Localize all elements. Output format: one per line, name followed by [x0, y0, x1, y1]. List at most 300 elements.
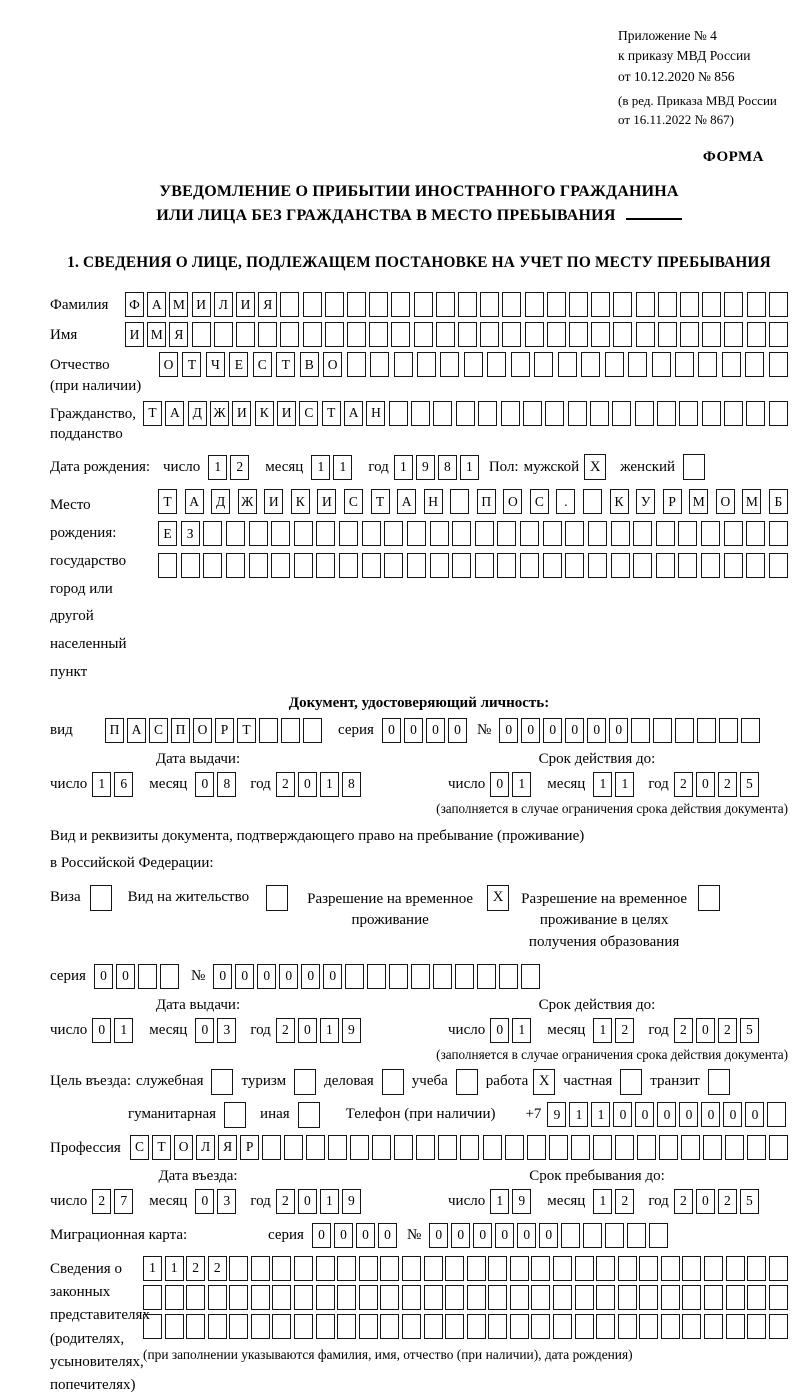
- char-cell[interactable]: [450, 489, 469, 514]
- char-cell[interactable]: [480, 292, 499, 317]
- char-cell[interactable]: [487, 352, 506, 377]
- char-cell[interactable]: [430, 521, 449, 546]
- char-cell[interactable]: [316, 1314, 335, 1339]
- char-cell[interactable]: [384, 553, 403, 578]
- char-cell[interactable]: [325, 322, 344, 347]
- char-cell[interactable]: [414, 292, 433, 317]
- char-cell[interactable]: 0: [495, 1223, 514, 1248]
- char-cell[interactable]: Л: [214, 292, 233, 317]
- char-cell[interactable]: [680, 292, 699, 317]
- char-cell[interactable]: [635, 401, 654, 426]
- char-cell[interactable]: Т: [152, 1135, 171, 1160]
- char-cell[interactable]: 1: [615, 772, 634, 797]
- char-cell[interactable]: [475, 553, 494, 578]
- char-cell[interactable]: [703, 1135, 722, 1160]
- char-cell[interactable]: [271, 521, 290, 546]
- char-cell[interactable]: Р: [240, 1135, 259, 1160]
- char-cell[interactable]: [697, 718, 716, 743]
- char-cell[interactable]: [417, 352, 436, 377]
- char-cell[interactable]: [294, 1314, 313, 1339]
- char-cell[interactable]: [583, 1223, 602, 1248]
- char-cell[interactable]: 0: [490, 772, 509, 797]
- char-cell[interactable]: 0: [448, 718, 467, 743]
- char-cell[interactable]: [611, 521, 630, 546]
- char-cell[interactable]: [656, 521, 675, 546]
- char-cell[interactable]: [719, 718, 738, 743]
- char-cell[interactable]: 2: [276, 772, 295, 797]
- char-cell[interactable]: [558, 352, 577, 377]
- char-cell[interactable]: [306, 1135, 325, 1160]
- char-cell[interactable]: 0: [94, 964, 113, 989]
- char-cell[interactable]: С: [253, 352, 272, 377]
- char-cell[interactable]: [571, 1135, 590, 1160]
- char-cell[interactable]: 0: [723, 1102, 742, 1127]
- char-cell[interactable]: [613, 322, 632, 347]
- char-cell[interactable]: 0: [298, 1018, 317, 1043]
- char-cell[interactable]: [359, 1285, 378, 1310]
- char-cell[interactable]: [350, 1135, 369, 1160]
- char-cell[interactable]: [583, 489, 602, 514]
- char-cell[interactable]: 0: [356, 1223, 375, 1248]
- char-cell[interactable]: [726, 1314, 745, 1339]
- char-cell[interactable]: [593, 1135, 612, 1160]
- char-cell[interactable]: 0: [613, 1102, 632, 1127]
- char-cell[interactable]: 1: [512, 772, 531, 797]
- char-cell[interactable]: [565, 521, 584, 546]
- char-cell[interactable]: [391, 322, 410, 347]
- char-cell[interactable]: П: [477, 489, 496, 514]
- char-cell[interactable]: 2: [718, 1189, 737, 1214]
- char-cell[interactable]: [659, 1135, 678, 1160]
- temp-residence-education-checkbox[interactable]: [698, 885, 720, 911]
- char-cell[interactable]: [553, 1314, 572, 1339]
- char-cell[interactable]: [510, 1285, 529, 1310]
- char-cell[interactable]: 2: [186, 1256, 205, 1281]
- char-cell[interactable]: [438, 1135, 457, 1160]
- char-cell[interactable]: О: [503, 489, 522, 514]
- char-cell[interactable]: [229, 1256, 248, 1281]
- char-cell[interactable]: [746, 521, 765, 546]
- char-cell[interactable]: [362, 553, 381, 578]
- char-cell[interactable]: 1: [591, 1102, 610, 1127]
- char-cell[interactable]: 2: [230, 455, 249, 480]
- purpose-business-checkbox[interactable]: [382, 1069, 404, 1095]
- char-cell[interactable]: [724, 292, 743, 317]
- purpose-official-checkbox[interactable]: [211, 1069, 233, 1095]
- char-cell[interactable]: [698, 352, 717, 377]
- char-cell[interactable]: [722, 352, 741, 377]
- char-cell[interactable]: В: [300, 352, 319, 377]
- char-cell[interactable]: К: [255, 401, 274, 426]
- char-cell[interactable]: 9: [342, 1018, 361, 1043]
- char-cell[interactable]: [226, 521, 245, 546]
- char-cell[interactable]: [767, 1102, 786, 1127]
- char-cell[interactable]: 0: [92, 1018, 111, 1043]
- char-cell[interactable]: [294, 1256, 313, 1281]
- char-cell[interactable]: 0: [587, 718, 606, 743]
- char-cell[interactable]: 0: [195, 1018, 214, 1043]
- char-cell[interactable]: [726, 1285, 745, 1310]
- char-cell[interactable]: [682, 1285, 701, 1310]
- char-cell[interactable]: [678, 521, 697, 546]
- char-cell[interactable]: [389, 964, 408, 989]
- char-cell[interactable]: И: [232, 401, 251, 426]
- char-cell[interactable]: [251, 1314, 270, 1339]
- char-cell[interactable]: У: [636, 489, 655, 514]
- char-cell[interactable]: [488, 1285, 507, 1310]
- char-cell[interactable]: [682, 1256, 701, 1281]
- char-cell[interactable]: [769, 1285, 788, 1310]
- char-cell[interactable]: [389, 401, 408, 426]
- char-cell[interactable]: 1: [512, 1018, 531, 1043]
- char-cell[interactable]: [467, 1256, 486, 1281]
- char-cell[interactable]: [652, 352, 671, 377]
- char-cell[interactable]: Т: [237, 718, 256, 743]
- char-cell[interactable]: [445, 1256, 464, 1281]
- char-cell[interactable]: [520, 521, 539, 546]
- purpose-study-checkbox[interactable]: [456, 1069, 478, 1095]
- char-cell[interactable]: [769, 401, 788, 426]
- char-cell[interactable]: [534, 352, 553, 377]
- char-cell[interactable]: [316, 521, 335, 546]
- char-cell[interactable]: 3: [217, 1189, 236, 1214]
- char-cell[interactable]: С: [299, 401, 318, 426]
- char-cell[interactable]: [414, 322, 433, 347]
- char-cell[interactable]: [724, 322, 743, 347]
- char-cell[interactable]: [725, 1135, 744, 1160]
- char-cell[interactable]: [249, 521, 268, 546]
- char-cell[interactable]: [456, 401, 475, 426]
- char-cell[interactable]: [531, 1285, 550, 1310]
- char-cell[interactable]: [590, 401, 609, 426]
- char-cell[interactable]: [488, 1256, 507, 1281]
- char-cell[interactable]: [143, 1285, 162, 1310]
- char-cell[interactable]: 0: [539, 1223, 558, 1248]
- char-cell[interactable]: Ж: [210, 401, 229, 426]
- char-cell[interactable]: [407, 553, 426, 578]
- char-cell[interactable]: 1: [333, 455, 352, 480]
- char-cell[interactable]: [369, 322, 388, 347]
- char-cell[interactable]: 1: [593, 772, 612, 797]
- char-cell[interactable]: [181, 553, 200, 578]
- char-cell[interactable]: 2: [674, 1018, 693, 1043]
- char-cell[interactable]: 0: [404, 718, 423, 743]
- char-cell[interactable]: Е: [229, 352, 248, 377]
- char-cell[interactable]: Ф: [125, 292, 144, 317]
- char-cell[interactable]: [259, 718, 278, 743]
- char-cell[interactable]: [384, 521, 403, 546]
- char-cell[interactable]: [369, 292, 388, 317]
- char-cell[interactable]: [520, 553, 539, 578]
- char-cell[interactable]: 0: [195, 772, 214, 797]
- char-cell[interactable]: [328, 1135, 347, 1160]
- char-cell[interactable]: [568, 401, 587, 426]
- char-cell[interactable]: [681, 1135, 700, 1160]
- char-cell[interactable]: 6: [114, 772, 133, 797]
- char-cell[interactable]: [611, 553, 630, 578]
- char-cell[interactable]: З: [181, 521, 200, 546]
- residence-permit-checkbox[interactable]: [266, 885, 288, 911]
- char-cell[interactable]: О: [159, 352, 178, 377]
- char-cell[interactable]: П: [171, 718, 190, 743]
- char-cell[interactable]: 9: [342, 1189, 361, 1214]
- char-cell[interactable]: [158, 553, 177, 578]
- char-cell[interactable]: [596, 1314, 615, 1339]
- char-cell[interactable]: [702, 401, 721, 426]
- char-cell[interactable]: [186, 1285, 205, 1310]
- char-cell[interactable]: М: [689, 489, 708, 514]
- char-cell[interactable]: [380, 1314, 399, 1339]
- char-cell[interactable]: [704, 1314, 723, 1339]
- char-cell[interactable]: [575, 1256, 594, 1281]
- char-cell[interactable]: 8: [217, 772, 236, 797]
- char-cell[interactable]: И: [317, 489, 336, 514]
- char-cell[interactable]: [229, 1314, 248, 1339]
- char-cell[interactable]: [186, 1314, 205, 1339]
- char-cell[interactable]: С: [344, 489, 363, 514]
- char-cell[interactable]: [658, 322, 677, 347]
- char-cell[interactable]: 0: [301, 964, 320, 989]
- char-cell[interactable]: [618, 1314, 637, 1339]
- char-cell[interactable]: [316, 553, 335, 578]
- char-cell[interactable]: [424, 1256, 443, 1281]
- char-cell[interactable]: [639, 1285, 658, 1310]
- char-cell[interactable]: [294, 553, 313, 578]
- char-cell[interactable]: [294, 521, 313, 546]
- char-cell[interactable]: [337, 1256, 356, 1281]
- char-cell[interactable]: Т: [143, 401, 162, 426]
- char-cell[interactable]: 0: [499, 718, 518, 743]
- char-cell[interactable]: [639, 1256, 658, 1281]
- char-cell[interactable]: [613, 292, 632, 317]
- char-cell[interactable]: [480, 322, 499, 347]
- purpose-humanitarian-checkbox[interactable]: [224, 1102, 246, 1128]
- char-cell[interactable]: 0: [382, 718, 401, 743]
- char-cell[interactable]: [769, 1314, 788, 1339]
- char-cell[interactable]: [702, 292, 721, 317]
- char-cell[interactable]: [682, 1314, 701, 1339]
- char-cell[interactable]: [303, 718, 322, 743]
- char-cell[interactable]: [436, 322, 455, 347]
- temp-residence-checkbox[interactable]: X: [487, 885, 509, 911]
- char-cell[interactable]: [527, 1135, 546, 1160]
- char-cell[interactable]: 0: [635, 1102, 654, 1127]
- char-cell[interactable]: [347, 352, 366, 377]
- char-cell[interactable]: [339, 521, 358, 546]
- char-cell[interactable]: [467, 1314, 486, 1339]
- char-cell[interactable]: 0: [745, 1102, 764, 1127]
- char-cell[interactable]: [628, 352, 647, 377]
- char-cell[interactable]: О: [323, 352, 342, 377]
- char-cell[interactable]: 2: [718, 1018, 737, 1043]
- char-cell[interactable]: 0: [378, 1223, 397, 1248]
- char-cell[interactable]: [316, 1256, 335, 1281]
- char-cell[interactable]: А: [344, 401, 363, 426]
- char-cell[interactable]: 0: [323, 964, 342, 989]
- char-cell[interactable]: 0: [334, 1223, 353, 1248]
- char-cell[interactable]: [612, 401, 631, 426]
- purpose-other-checkbox[interactable]: [298, 1102, 320, 1128]
- char-cell[interactable]: [701, 553, 720, 578]
- char-cell[interactable]: [531, 1256, 550, 1281]
- char-cell[interactable]: Т: [371, 489, 390, 514]
- char-cell[interactable]: [458, 322, 477, 347]
- char-cell[interactable]: 2: [674, 772, 693, 797]
- char-cell[interactable]: М: [169, 292, 188, 317]
- char-cell[interactable]: 0: [696, 772, 715, 797]
- char-cell[interactable]: [724, 553, 743, 578]
- char-cell[interactable]: [251, 1256, 270, 1281]
- char-cell[interactable]: [545, 401, 564, 426]
- char-cell[interactable]: О: [716, 489, 735, 514]
- char-cell[interactable]: [747, 1135, 766, 1160]
- char-cell[interactable]: [653, 718, 672, 743]
- char-cell[interactable]: [497, 553, 516, 578]
- char-cell[interactable]: [639, 1314, 658, 1339]
- char-cell[interactable]: [769, 1256, 788, 1281]
- char-cell[interactable]: Я: [169, 322, 188, 347]
- char-cell[interactable]: [251, 1285, 270, 1310]
- char-cell[interactable]: [411, 964, 430, 989]
- char-cell[interactable]: [483, 1135, 502, 1160]
- char-cell[interactable]: [649, 1223, 668, 1248]
- char-cell[interactable]: 1: [143, 1256, 162, 1281]
- char-cell[interactable]: А: [185, 489, 204, 514]
- char-cell[interactable]: [741, 718, 760, 743]
- char-cell[interactable]: 8: [342, 772, 361, 797]
- char-cell[interactable]: [236, 322, 255, 347]
- char-cell[interactable]: [565, 553, 584, 578]
- char-cell[interactable]: [284, 1135, 303, 1160]
- char-cell[interactable]: 1: [114, 1018, 133, 1043]
- char-cell[interactable]: [337, 1314, 356, 1339]
- char-cell[interactable]: [549, 1135, 568, 1160]
- char-cell[interactable]: 0: [429, 1223, 448, 1248]
- char-cell[interactable]: 1: [320, 1189, 339, 1214]
- char-cell[interactable]: [452, 553, 471, 578]
- char-cell[interactable]: 0: [473, 1223, 492, 1248]
- char-cell[interactable]: 0: [490, 1018, 509, 1043]
- char-cell[interactable]: [460, 1135, 479, 1160]
- char-cell[interactable]: 2: [674, 1189, 693, 1214]
- char-cell[interactable]: 0: [609, 718, 628, 743]
- char-cell[interactable]: [769, 352, 788, 377]
- char-cell[interactable]: 9: [512, 1189, 531, 1214]
- char-cell[interactable]: [394, 1135, 413, 1160]
- char-cell[interactable]: [747, 322, 766, 347]
- char-cell[interactable]: [531, 1314, 550, 1339]
- char-cell[interactable]: К: [610, 489, 629, 514]
- char-cell[interactable]: [280, 292, 299, 317]
- char-cell[interactable]: [271, 553, 290, 578]
- char-cell[interactable]: С: [530, 489, 549, 514]
- char-cell[interactable]: С: [130, 1135, 149, 1160]
- char-cell[interactable]: [229, 1285, 248, 1310]
- char-cell[interactable]: [569, 292, 588, 317]
- char-cell[interactable]: [726, 1256, 745, 1281]
- male-checkbox[interactable]: X: [584, 454, 606, 480]
- char-cell[interactable]: 5: [740, 1189, 759, 1214]
- char-cell[interactable]: [724, 401, 743, 426]
- char-cell[interactable]: 2: [615, 1189, 634, 1214]
- char-cell[interactable]: [502, 322, 521, 347]
- char-cell[interactable]: [445, 1314, 464, 1339]
- char-cell[interactable]: [747, 1285, 766, 1310]
- char-cell[interactable]: [430, 553, 449, 578]
- char-cell[interactable]: [675, 352, 694, 377]
- char-cell[interactable]: [591, 292, 610, 317]
- char-cell[interactable]: А: [397, 489, 416, 514]
- char-cell[interactable]: Т: [322, 401, 341, 426]
- char-cell[interactable]: С: [149, 718, 168, 743]
- char-cell[interactable]: [226, 553, 245, 578]
- char-cell[interactable]: [588, 553, 607, 578]
- char-cell[interactable]: [769, 322, 788, 347]
- char-cell[interactable]: Р: [215, 718, 234, 743]
- char-cell[interactable]: [704, 1285, 723, 1310]
- char-cell[interactable]: [281, 718, 300, 743]
- char-cell[interactable]: Б: [769, 489, 788, 514]
- char-cell[interactable]: 0: [426, 718, 445, 743]
- char-cell[interactable]: К: [291, 489, 310, 514]
- char-cell[interactable]: 0: [696, 1189, 715, 1214]
- char-cell[interactable]: О: [174, 1135, 193, 1160]
- char-cell[interactable]: 1: [490, 1189, 509, 1214]
- char-cell[interactable]: [488, 1314, 507, 1339]
- char-cell[interactable]: 0: [701, 1102, 720, 1127]
- char-cell[interactable]: [402, 1256, 421, 1281]
- char-cell[interactable]: [596, 1256, 615, 1281]
- char-cell[interactable]: 2: [276, 1018, 295, 1043]
- char-cell[interactable]: М: [742, 489, 761, 514]
- purpose-transit-checkbox[interactable]: [708, 1069, 730, 1095]
- char-cell[interactable]: [394, 352, 413, 377]
- char-cell[interactable]: 9: [416, 455, 435, 480]
- char-cell[interactable]: [511, 352, 530, 377]
- char-cell[interactable]: Н: [424, 489, 443, 514]
- female-checkbox[interactable]: [683, 454, 705, 480]
- char-cell[interactable]: [359, 1256, 378, 1281]
- char-cell[interactable]: 2: [718, 772, 737, 797]
- char-cell[interactable]: [510, 1256, 529, 1281]
- char-cell[interactable]: [411, 401, 430, 426]
- char-cell[interactable]: [316, 1285, 335, 1310]
- char-cell[interactable]: [452, 521, 471, 546]
- char-cell[interactable]: Р: [663, 489, 682, 514]
- char-cell[interactable]: И: [192, 292, 211, 317]
- char-cell[interactable]: 1: [92, 772, 111, 797]
- char-cell[interactable]: [359, 1314, 378, 1339]
- char-cell[interactable]: [724, 521, 743, 546]
- char-cell[interactable]: 8: [438, 455, 457, 480]
- char-cell[interactable]: [502, 292, 521, 317]
- char-cell[interactable]: П: [105, 718, 124, 743]
- char-cell[interactable]: [588, 521, 607, 546]
- char-cell[interactable]: [618, 1285, 637, 1310]
- char-cell[interactable]: [440, 352, 459, 377]
- char-cell[interactable]: 0: [298, 772, 317, 797]
- char-cell[interactable]: [656, 553, 675, 578]
- char-cell[interactable]: 1: [320, 772, 339, 797]
- char-cell[interactable]: [547, 292, 566, 317]
- char-cell[interactable]: 0: [657, 1102, 676, 1127]
- char-cell[interactable]: [769, 292, 788, 317]
- char-cell[interactable]: [591, 322, 610, 347]
- char-cell[interactable]: [372, 1135, 391, 1160]
- char-cell[interactable]: [347, 322, 366, 347]
- char-cell[interactable]: [747, 292, 766, 317]
- char-cell[interactable]: [675, 718, 694, 743]
